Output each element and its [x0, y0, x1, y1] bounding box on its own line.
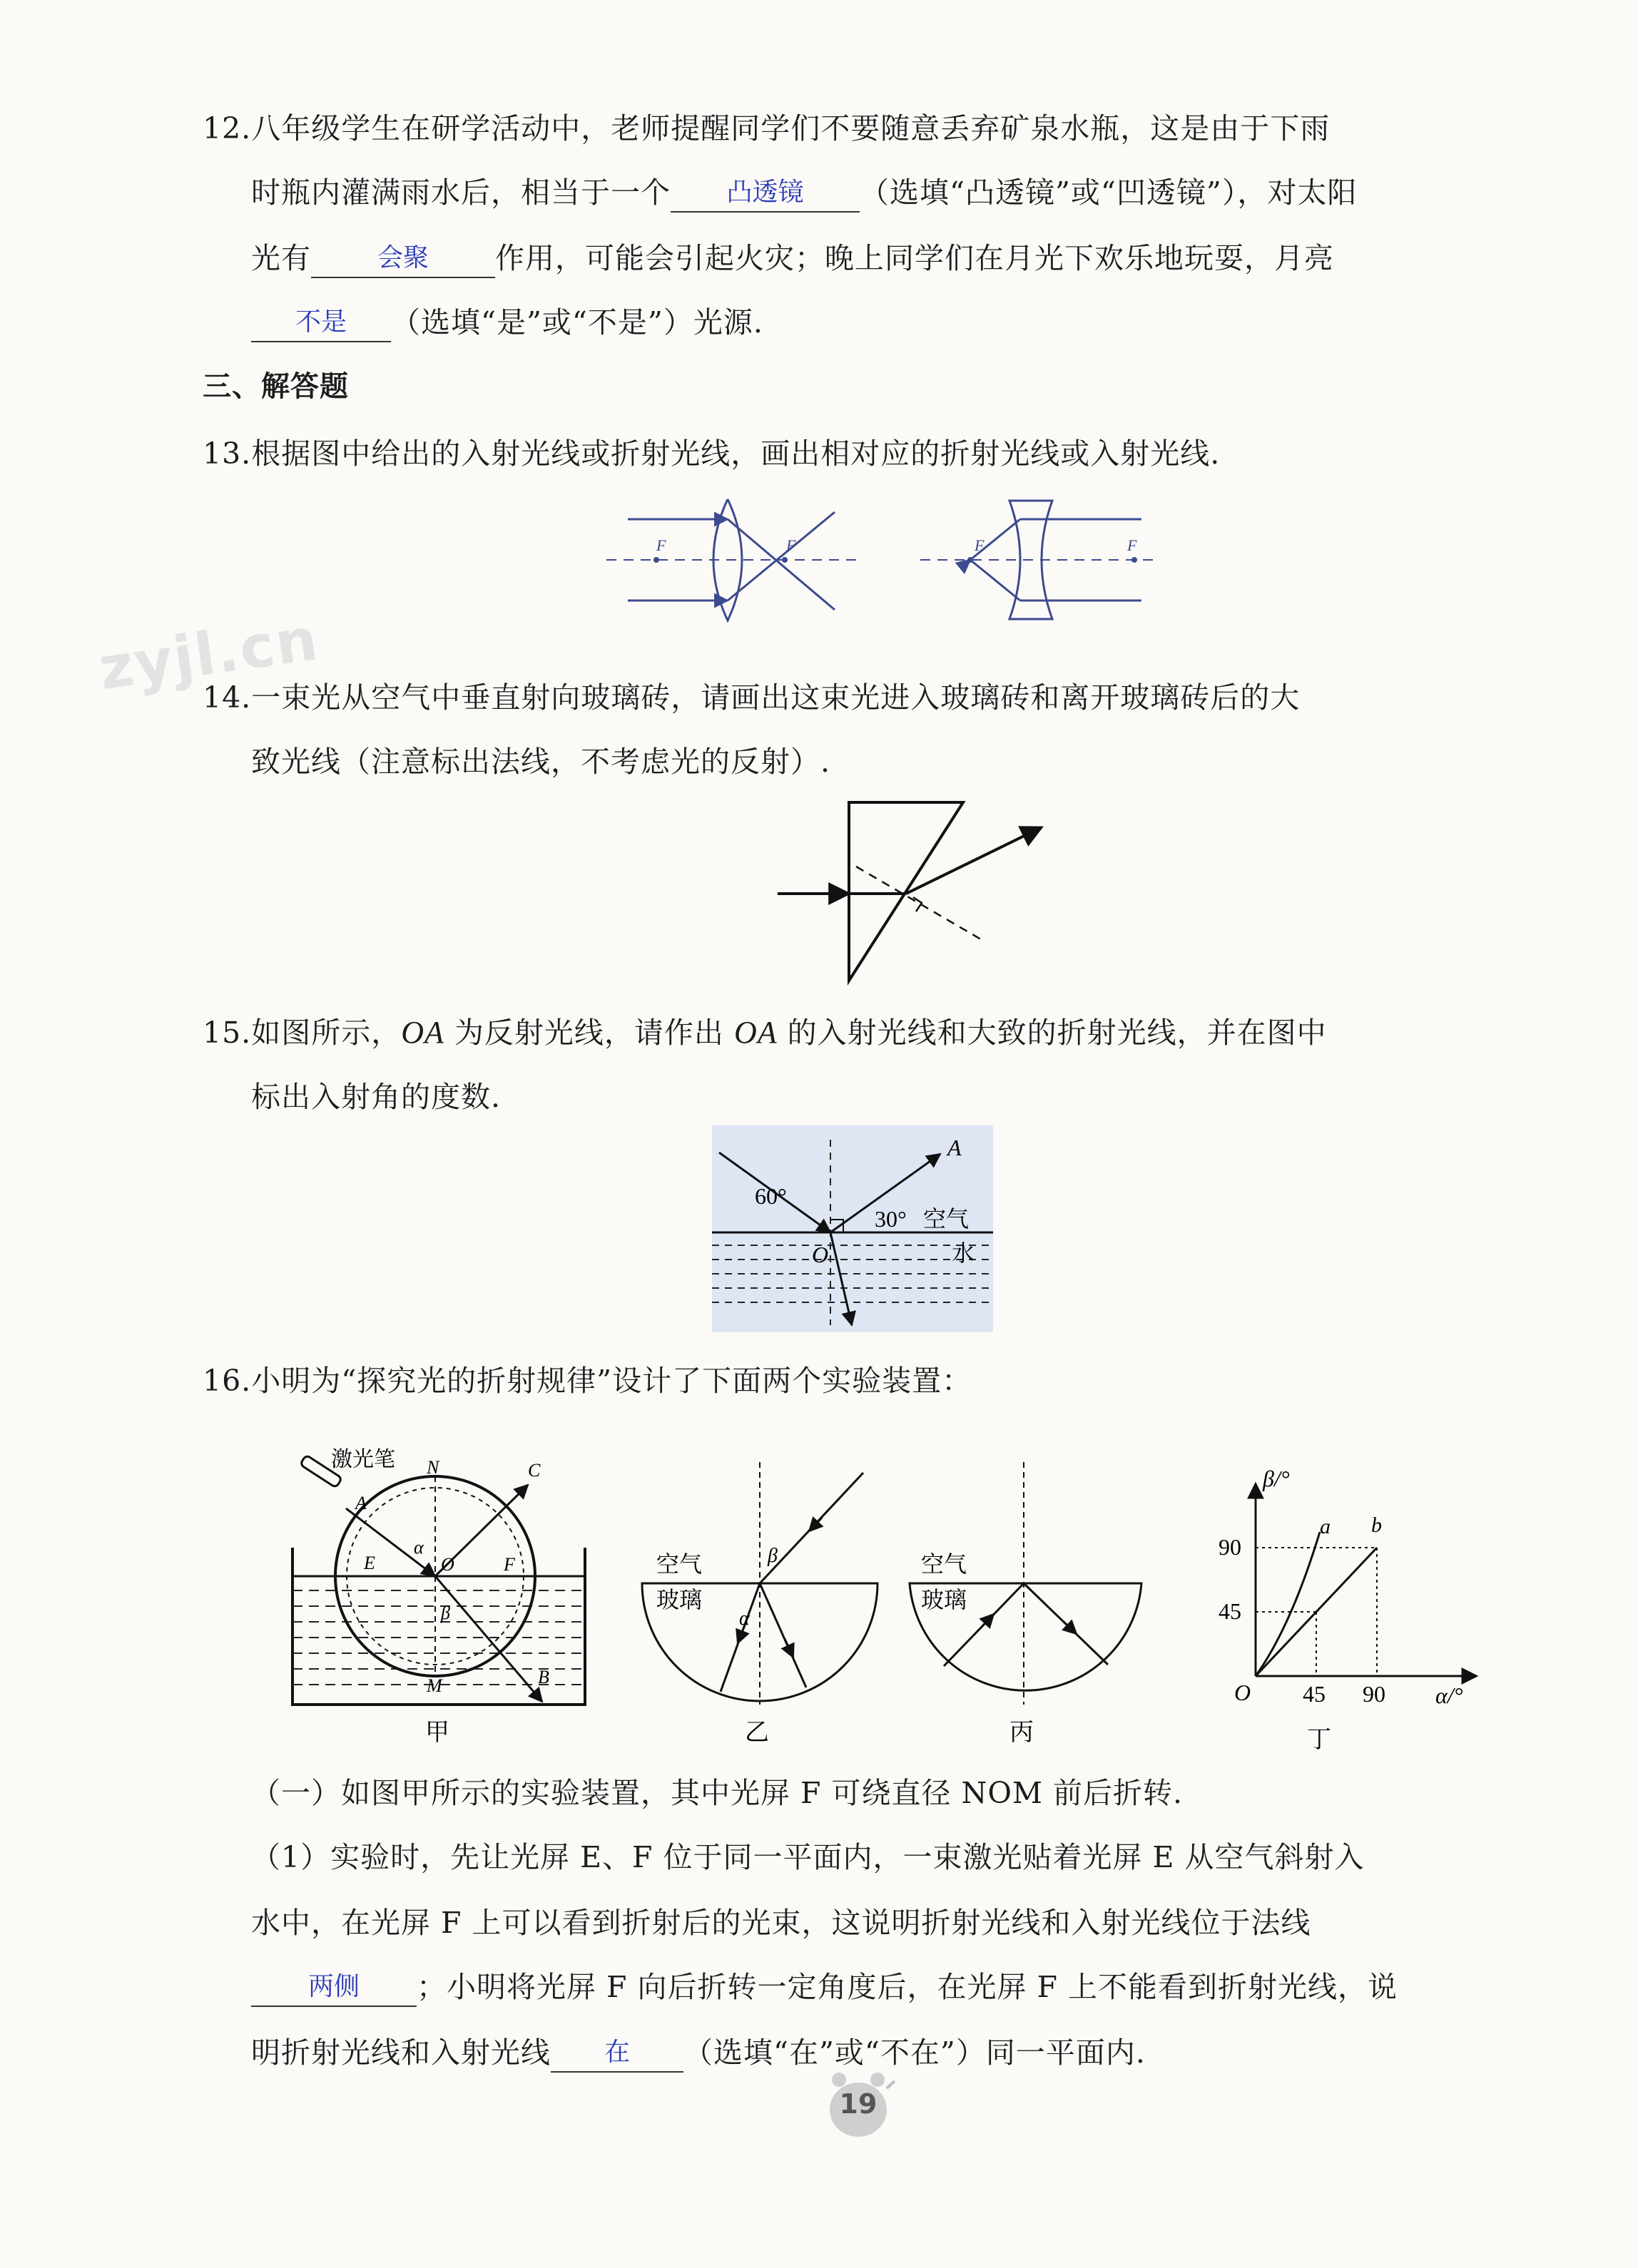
svg-text:N: N — [427, 1457, 439, 1478]
svg-text:F: F — [656, 536, 666, 554]
page-number-badge — [819, 2067, 897, 2145]
page-number: 19 — [839, 2088, 878, 2120]
watermark: zyjl.cn — [94, 605, 323, 704]
answer-blank-converging[interactable] — [311, 241, 495, 278]
svg-text:F: F — [786, 536, 796, 554]
concave-lens-diagram — [920, 501, 1156, 619]
svg-text:α: α — [739, 1608, 750, 1630]
svg-text:30°: 30° — [875, 1206, 907, 1232]
svg-text:玻璃: 玻璃 — [656, 1587, 703, 1613]
svg-text:丁: 丁 — [1307, 1727, 1331, 1753]
answer-blank-not-source[interactable] — [251, 305, 391, 342]
convex-lens-diagram — [606, 499, 856, 620]
svg-text:M: M — [427, 1675, 442, 1696]
svg-text:a: a — [1320, 1515, 1331, 1538]
svg-text:O: O — [1234, 1680, 1251, 1705]
answer-in-plane: 在 — [604, 2038, 630, 2067]
svg-text:E: E — [364, 1553, 375, 1573]
svg-text:90: 90 — [1363, 1681, 1385, 1707]
svg-text:A: A — [947, 1135, 962, 1160]
q16-paragraph-5: 明折射光线和入射光线 在 （选填“在”或“不在”）同一平面内. — [251, 2033, 1146, 2073]
answer-both-sides: 两侧 — [307, 1972, 360, 2001]
q16-figure-jia — [285, 1448, 606, 1762]
svg-text:O: O — [441, 1554, 454, 1575]
q15-line-2: 标出入射角的度数. — [251, 1080, 502, 1114]
q14-line-1: 14.一束光从空气中垂直射向玻璃砖，请画出这束光进入玻璃砖和离开玻璃砖后的大 — [203, 680, 1301, 715]
svg-text:空气: 空气 — [921, 1551, 967, 1577]
q16-figure-bing — [902, 1455, 1159, 1762]
svg-text:α: α — [414, 1537, 424, 1558]
q16-paragraph-2: （1）实验时，先让光屏 E、F 位于同一平面内，一束激光贴着光屏 E 从空气斜射入 — [251, 1840, 1365, 1874]
svg-text:甲: 甲 — [425, 1720, 449, 1746]
q12-line-4: 不是 （选填“是”或“不是”）光源. — [251, 302, 763, 342]
answer-converging: 会聚 — [377, 243, 429, 272]
answer-blank-both-sides[interactable] — [251, 1970, 417, 2007]
svg-text:β/°: β/° — [1263, 1469, 1290, 1491]
q14-line-2: 致光线（注意标出法线，不考虑光的反射）. — [251, 745, 831, 779]
q13-text: 13.根据图中给出的入射光线或折射光线，画出相对应的折射光线或入射光线. — [203, 436, 1221, 471]
q16-paragraph-4: 两侧 ；小明将光屏 F 向后折转一定角度后，在光屏 F 上不能看到折射光线，说 — [251, 1967, 1398, 2007]
q14-prism-figure — [770, 799, 1056, 991]
svg-text:空气: 空气 — [656, 1551, 703, 1577]
svg-text:C: C — [528, 1460, 541, 1481]
svg-text:60°: 60° — [755, 1183, 787, 1209]
svg-text:45: 45 — [1219, 1598, 1241, 1624]
svg-text:玻璃: 玻璃 — [921, 1587, 967, 1613]
answer-not-source: 不是 — [295, 307, 347, 337]
q12-line-3: 光有 会聚 作用，可能会引起火灾；晚上同学们在月光下欢乐地玩耍，月亮 — [251, 238, 1334, 278]
q15-reflection-figure — [712, 1125, 993, 1332]
q12-line-2: 时瓶内灌满雨水后，相当于一个 凸透镜 （选填“凸透镜”或“凹透镜”），对太阳 — [251, 173, 1357, 213]
svg-text:丙: 丙 — [1009, 1720, 1034, 1746]
svg-text:β: β — [441, 1603, 450, 1623]
svg-text:乙: 乙 — [745, 1720, 769, 1746]
svg-text:F: F — [504, 1554, 515, 1575]
svg-text:激光笔: 激光笔 — [331, 1448, 395, 1471]
q12-line-1: 12.八年级学生在研学活动中，老师提醒同学们不要随意丢弃矿泉水瓶，这是由于下雨 — [203, 111, 1331, 145]
q16-paragraph-3: 水中，在光屏 F 上可以看到折射后的光束，这说明折射光线和入射光线位于法线 — [251, 1906, 1311, 1940]
svg-text:水: 水 — [952, 1240, 975, 1266]
svg-text:F: F — [975, 536, 985, 554]
answer-blank-in-plane[interactable] — [551, 2035, 683, 2073]
svg-text:空气: 空气 — [923, 1206, 970, 1232]
q16-figure-ding-graph — [1213, 1469, 1498, 1769]
svg-text:A: A — [355, 1493, 367, 1513]
q16-figure-yi — [635, 1455, 892, 1762]
q15-line-1: 15.如图所示，OA 为反射光线，请作出 OA 的入射光线和大致的折射光线，并在图中 — [203, 1015, 1327, 1050]
svg-text:O: O — [812, 1242, 829, 1267]
svg-text:45: 45 — [1303, 1681, 1326, 1707]
answer-blank-convex-lens[interactable] — [671, 175, 860, 213]
svg-text:90: 90 — [1219, 1534, 1241, 1560]
answer-convex-lens: 凸透镜 — [726, 178, 804, 207]
q16-paragraph-1: （一）如图甲所示的实验装置，其中光屏 F 可绕直径 NOM 前后折转. — [251, 1776, 1184, 1810]
section-heading: 三、解答题 — [203, 370, 349, 403]
svg-text:b: b — [1371, 1513, 1382, 1537]
svg-text:B: B — [538, 1667, 549, 1687]
svg-text:F: F — [1127, 536, 1137, 554]
svg-text:α/°: α/° — [1435, 1682, 1463, 1708]
svg-text:β: β — [768, 1545, 778, 1567]
q16-line-1: 16.小明为“探究光的折射规律”设计了下面两个实验装置： — [203, 1364, 972, 1398]
q13-lens-figure — [585, 492, 1170, 635]
